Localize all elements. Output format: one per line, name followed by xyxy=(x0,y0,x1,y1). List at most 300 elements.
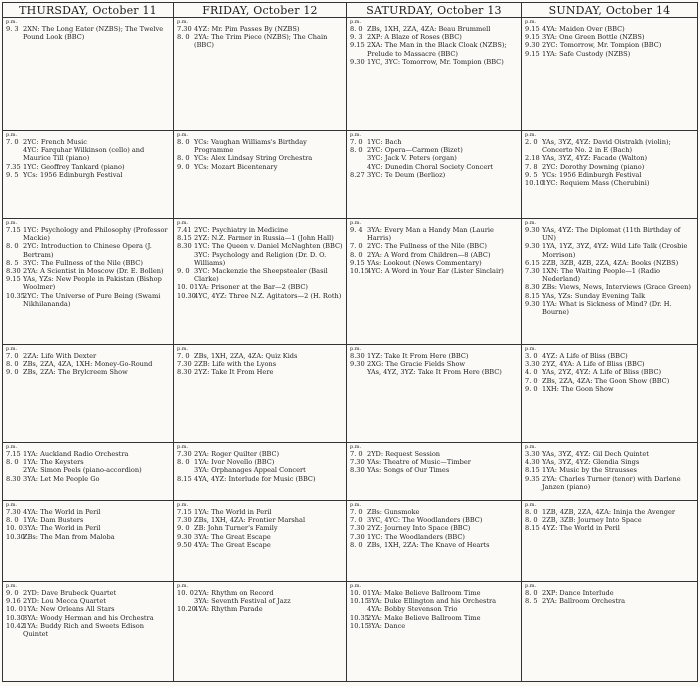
program-entry xyxy=(177,352,344,360)
program-title: Views, News, Interviews (Grace Green) xyxy=(559,283,691,292)
schedule-cell-thursday xyxy=(3,345,174,443)
program-time: 8. 0 xyxy=(525,516,538,525)
program-entry xyxy=(525,242,695,258)
program-station: 2YC: xyxy=(23,242,39,251)
program-title: Ballroom Orchestra xyxy=(559,597,626,606)
program-time: 9.15 xyxy=(350,41,365,50)
pm-label: p.m. xyxy=(350,132,362,138)
program-entry xyxy=(177,138,344,154)
program-text xyxy=(23,25,171,41)
program-title: The World in Peril xyxy=(40,524,101,533)
program-entry xyxy=(177,283,344,291)
schedule-cell-saturday xyxy=(347,18,522,131)
program-station: 4YC, 4YZ: xyxy=(194,291,227,300)
program-station: 3YC: xyxy=(367,154,383,163)
program-text xyxy=(23,171,171,179)
program-entry xyxy=(177,605,344,613)
program-title: The Long Eater (NZBS); The Twelve Pound Look (BBC) xyxy=(23,25,164,42)
program-station: 4YA: xyxy=(194,605,210,614)
program-entry xyxy=(6,226,171,242)
program-title: Roger Quilter (BBC) xyxy=(211,450,280,458)
program-title: Dance Interlude xyxy=(559,589,614,597)
program-title: The Keysters xyxy=(40,458,84,467)
program-title: Mr. Pim Passes By (NZBS) xyxy=(211,25,300,33)
program-title: Beau Brummell xyxy=(438,25,491,33)
program-station: 2XA: xyxy=(367,41,383,50)
program-time: 9. 0 xyxy=(177,524,190,533)
program-time xyxy=(350,605,367,613)
program-entry xyxy=(177,25,344,33)
program-text xyxy=(23,589,171,597)
program-entry xyxy=(177,508,344,516)
program-entry xyxy=(6,450,171,458)
program-station: 2YZ: xyxy=(367,524,383,533)
program-text xyxy=(542,267,695,283)
program-entry xyxy=(6,466,171,474)
program-text xyxy=(23,368,171,376)
program-station: 1ZB, 4ZB, 2ZA, 4ZA: xyxy=(542,508,612,516)
pm-label: p.m. xyxy=(350,220,362,226)
program-time: 8. 0 xyxy=(350,146,363,155)
program-entry xyxy=(525,352,695,360)
day-header-friday: FRIDAY, October 12 xyxy=(174,3,347,18)
program-text xyxy=(367,171,519,179)
schedule-cell-thursday xyxy=(3,443,174,501)
program-entry xyxy=(525,138,695,154)
program-time xyxy=(177,597,194,605)
program-title: Life with the Lyons xyxy=(211,360,277,369)
program-station: 1YA: xyxy=(542,299,558,308)
program-title: Safe Custody (NZBS) xyxy=(559,49,631,58)
program-station: 2YA: xyxy=(194,33,210,42)
program-text xyxy=(542,292,695,300)
program-title: Auckland Radio Orchestra xyxy=(40,450,129,458)
day-header-saturday: SATURDAY, October 13 xyxy=(347,3,522,18)
schedule-cell-sunday xyxy=(522,219,697,345)
program-text xyxy=(194,163,344,171)
program-time: 8.30 xyxy=(525,283,540,292)
program-title: Mackenzie the Sheepstealer (Basil Clarke) xyxy=(194,267,328,284)
program-title: Wild Life Talk (Crosbie Morrison) xyxy=(542,242,688,259)
program-text xyxy=(542,50,695,58)
program-text xyxy=(194,541,344,549)
program-entry xyxy=(6,171,171,179)
program-time: 4.30 xyxy=(525,458,540,467)
program-entry xyxy=(6,589,171,597)
program-text xyxy=(367,524,519,532)
program-text xyxy=(194,475,344,483)
program-entry xyxy=(525,368,695,376)
program-text xyxy=(367,605,519,613)
program-text xyxy=(367,589,519,597)
program-time: 10.30 xyxy=(6,613,25,622)
program-station: 3YA: xyxy=(23,474,39,483)
program-time: 8.27 xyxy=(350,170,365,179)
program-title: Rhythm on Record xyxy=(211,589,274,597)
program-text xyxy=(542,360,695,368)
schedule-cell-saturday xyxy=(347,345,522,443)
program-station: 3YA: xyxy=(367,226,383,234)
program-station: YAs: xyxy=(367,458,382,467)
program-text xyxy=(542,589,695,597)
program-text xyxy=(367,458,519,466)
program-station: YAs, 4YZ, 3YZ: xyxy=(367,368,416,377)
program-title: The Universe of Pure Being (Swami Nikhilananda) xyxy=(23,291,161,308)
program-time: 9.30 xyxy=(177,532,192,541)
program-entry xyxy=(6,360,171,368)
program-text xyxy=(194,466,344,474)
program-time: 10.15 xyxy=(350,621,369,630)
program-station: ZBs: xyxy=(23,532,39,541)
program-text xyxy=(367,41,519,57)
program-time: 8. 0 xyxy=(177,458,190,467)
program-entry xyxy=(6,242,171,258)
program-entry xyxy=(525,259,695,267)
program-title: 1956 Edinburgh Festival xyxy=(559,170,642,179)
program-title: Facade (Walton) xyxy=(592,154,648,163)
program-title: Dance xyxy=(384,621,406,630)
program-time: 8.30 xyxy=(177,242,192,251)
program-station: 1YA: xyxy=(194,283,210,292)
program-station: ZBs, 1XH, 4ZA: xyxy=(194,516,246,525)
program-time: 3.30 xyxy=(525,360,540,369)
program-text xyxy=(194,25,344,33)
program-time: 8. 0 xyxy=(6,360,19,369)
program-time: 9. 0 xyxy=(6,368,19,377)
program-text xyxy=(542,283,695,291)
program-entry xyxy=(350,146,519,154)
pm-label: p.m. xyxy=(6,444,18,450)
program-title: The Man from Maloba xyxy=(40,532,115,541)
program-entry xyxy=(350,226,519,242)
program-title: Jack V. Peters (organ) xyxy=(384,154,457,163)
program-title: Interlude for Music (BBC) xyxy=(228,474,316,483)
program-station: 3YA: xyxy=(367,597,383,606)
program-text xyxy=(23,163,171,171)
program-entry xyxy=(6,275,171,291)
program-title: The Woodlanders (BBC) xyxy=(402,516,483,525)
program-entry xyxy=(350,41,519,57)
program-station: 1YA: xyxy=(194,458,210,467)
program-time: 6.15 xyxy=(525,258,540,267)
program-time: 8.15 xyxy=(177,474,192,483)
program-entry xyxy=(6,508,171,516)
program-station: YAs, 3YZ, 4YZ: xyxy=(542,138,591,146)
program-time: 7.15 xyxy=(6,450,21,458)
pm-label: p.m. xyxy=(177,444,189,450)
program-text xyxy=(367,450,519,458)
program-text xyxy=(23,352,171,360)
program-text xyxy=(23,275,171,291)
program-title: Make Believe Ballroom Time xyxy=(384,613,481,622)
program-station: 3YA: xyxy=(194,532,210,541)
program-station: ZBs, 2ZA, 4ZA, 1XH: xyxy=(23,360,93,369)
pm-label: p.m. xyxy=(177,346,189,352)
program-entry xyxy=(525,267,695,283)
program-entry xyxy=(350,450,519,458)
program-station: 4YA: xyxy=(542,25,558,33)
program-title: The Goon Show xyxy=(560,384,614,393)
schedule-cell-sunday xyxy=(522,345,697,443)
pm-label: p.m. xyxy=(525,346,537,352)
program-station: 3YC: xyxy=(194,267,210,276)
program-title: The Great Escape xyxy=(211,540,271,549)
program-entry xyxy=(350,541,519,549)
program-time: 7. 0 xyxy=(350,242,363,251)
program-text xyxy=(194,292,344,300)
program-station: 1YA: xyxy=(367,589,383,597)
pm-label: p.m. xyxy=(6,19,18,25)
program-station: ZB: xyxy=(194,524,206,533)
program-text xyxy=(542,466,695,474)
program-title: Orphanages Appeal Concert xyxy=(211,466,306,475)
schedule-cell-sunday xyxy=(522,131,697,219)
program-time: 7.35 xyxy=(6,162,21,171)
program-time: 10. 0 xyxy=(6,524,23,533)
program-station: YCs: xyxy=(194,154,209,163)
program-time: 8. 5 xyxy=(525,597,538,606)
program-entry xyxy=(6,605,171,613)
program-entry xyxy=(177,267,344,283)
program-station: 1YA: xyxy=(23,516,39,525)
program-time: 8. 0 xyxy=(6,458,19,467)
schedule-cell-saturday xyxy=(347,443,522,501)
pm-label: p.m. xyxy=(525,502,537,508)
program-title: Three N.Z. Agitators—2 (H. Roth) xyxy=(228,291,342,300)
program-station: 4YZ: xyxy=(542,524,558,533)
program-entry xyxy=(177,475,344,483)
program-entry xyxy=(350,516,519,524)
program-entry xyxy=(350,242,519,250)
program-entry xyxy=(350,589,519,597)
program-entry xyxy=(177,163,344,171)
program-entry xyxy=(525,360,695,368)
program-entry xyxy=(177,234,344,242)
program-time: 8. 0 xyxy=(6,242,19,251)
program-title: Sunday Evening Talk xyxy=(574,291,646,300)
program-text xyxy=(542,226,695,242)
program-time xyxy=(177,251,194,267)
program-entry xyxy=(350,524,519,532)
program-text xyxy=(542,475,695,491)
program-entry xyxy=(525,41,695,49)
program-text xyxy=(542,171,695,179)
program-entry xyxy=(177,251,344,267)
program-entry xyxy=(6,614,171,622)
program-title: Psychiatry in Medicine xyxy=(211,226,289,234)
program-title: The Gracie Fields Show xyxy=(385,360,466,369)
program-title: The Goon Show (BBC) xyxy=(594,376,670,385)
program-text xyxy=(194,283,344,291)
pm-label: p.m. xyxy=(525,583,537,589)
program-entry xyxy=(350,58,519,66)
program-entry xyxy=(350,458,519,466)
program-station: 1YA, 1YZ, 3YZ, 4YZ: xyxy=(542,242,609,251)
program-time: 9. 4 xyxy=(350,226,363,234)
program-title: The World in Peril xyxy=(40,508,101,516)
program-station: 2YD: xyxy=(23,589,40,597)
program-text xyxy=(367,533,519,541)
program-text xyxy=(194,267,344,283)
schedule-cell-sunday xyxy=(522,582,697,681)
program-station: 2YC: xyxy=(367,146,383,155)
program-text xyxy=(542,138,695,154)
program-time: 7.41 xyxy=(177,226,192,234)
program-text xyxy=(367,154,519,162)
program-title: Quiz Kids xyxy=(265,352,298,360)
program-time: 8. 0 xyxy=(525,508,538,516)
program-station: YAs, YZs: xyxy=(542,291,573,300)
program-title: Farquhar Wilkinson (cello) and Maurice Till (piano) xyxy=(23,146,145,163)
program-time: 8. 0 xyxy=(177,154,190,163)
program-title: The World in Peril xyxy=(559,524,620,533)
program-text xyxy=(542,33,695,41)
program-station: 2YC: xyxy=(542,162,558,171)
program-title: New People in Pakistan (Bishop Woolmer) xyxy=(23,275,162,292)
program-station: 2YZ: xyxy=(194,234,210,243)
program-title: Money-Go-Round xyxy=(94,360,153,369)
program-station: YAs, 3YZ, 4YZ: xyxy=(542,450,591,458)
program-title: Mozart Bicentenary xyxy=(211,162,278,171)
program-text xyxy=(23,242,171,258)
program-time: 8.30 xyxy=(177,368,192,377)
program-title: One Green Bottle (NZBS) xyxy=(559,33,645,42)
program-entry xyxy=(525,171,695,179)
program-entry xyxy=(6,267,171,275)
program-time: 10. 0 xyxy=(6,605,23,614)
program-station: 1YA: xyxy=(23,621,39,630)
program-title: The Knave of Hearts xyxy=(420,540,490,549)
schedule-cell-friday xyxy=(174,443,347,501)
program-text xyxy=(194,154,344,162)
program-text xyxy=(23,533,171,541)
program-text xyxy=(542,385,695,393)
program-entry xyxy=(350,163,519,171)
program-text xyxy=(542,163,695,171)
program-title: Music by the Strausses xyxy=(559,466,637,475)
program-station: 3YA: xyxy=(367,621,383,630)
program-entry xyxy=(6,259,171,267)
program-entry xyxy=(177,516,344,524)
program-text xyxy=(23,450,171,458)
program-station: 2YZ: xyxy=(194,368,210,377)
program-time: 7.30 xyxy=(350,458,365,467)
program-entry xyxy=(6,516,171,524)
program-station: 3YC: xyxy=(367,170,383,179)
program-title: Journey Into Space xyxy=(577,516,642,525)
program-text xyxy=(23,516,171,524)
program-entry xyxy=(525,50,695,58)
program-title: Request Session xyxy=(385,450,441,458)
pm-label: p.m. xyxy=(177,132,189,138)
program-station: 2YD: xyxy=(367,450,384,458)
program-time xyxy=(350,154,367,162)
program-station: 4YC: xyxy=(367,162,383,171)
program-station: 1YA: xyxy=(542,49,558,58)
program-station: 2XP: xyxy=(367,33,383,42)
program-time: 10.15 xyxy=(350,597,369,606)
program-entry xyxy=(350,267,519,275)
program-time: 7.30 xyxy=(177,516,192,525)
program-text xyxy=(23,259,171,267)
program-time: 8.30 xyxy=(350,352,365,360)
program-text xyxy=(367,146,519,154)
program-time: 7.30 xyxy=(525,267,540,276)
program-title: David Oistrakh (violin); Concerto No. 2 in E (Bach) xyxy=(542,138,671,155)
program-station: 2YC: xyxy=(367,242,383,251)
program-time: 7. 0 xyxy=(350,138,363,146)
program-title: The World in Peril xyxy=(211,508,272,516)
program-entry xyxy=(177,541,344,549)
program-station: 2YD: xyxy=(23,597,40,606)
program-text xyxy=(194,589,344,597)
pm-label: p.m. xyxy=(177,220,189,226)
day-header-sunday: SUNDAY, October 14 xyxy=(522,3,697,18)
schedule-cell-saturday xyxy=(347,131,522,219)
program-title: John Turner's Family xyxy=(207,524,278,533)
program-station: 2YC: xyxy=(542,41,558,50)
program-title: The Great Escape xyxy=(211,532,271,541)
program-time: 9.30 xyxy=(525,242,540,251)
program-station: 2YC: xyxy=(194,226,210,234)
program-time: 10.35 xyxy=(350,613,369,622)
program-entry xyxy=(177,368,344,376)
pm-label: p.m. xyxy=(6,220,18,226)
program-time: 8. 0 xyxy=(177,33,190,42)
program-title: Charles Turner (tenor) with Darlene Janzen (piano) xyxy=(542,474,681,491)
pm-label: p.m. xyxy=(350,583,362,589)
program-text xyxy=(194,251,344,267)
program-title: The Man in the Black Cloak (NZBS); Prelude to Massacre (BBC) xyxy=(367,41,507,58)
program-station: 1YC: xyxy=(367,138,383,146)
program-time: 10. 0 xyxy=(177,589,194,597)
program-text xyxy=(542,524,695,532)
program-station: 2YA: xyxy=(194,450,210,458)
program-station: 2YA: xyxy=(194,589,210,597)
program-entry xyxy=(350,368,519,376)
program-entry xyxy=(6,292,171,308)
program-text xyxy=(542,41,695,49)
program-title: Duke Ellington and his Orchestra xyxy=(384,597,497,606)
program-title: Seventh Festival of Jazz xyxy=(211,597,291,606)
program-time: 7.30 xyxy=(177,360,192,369)
program-text xyxy=(542,508,695,516)
schedule-cell-thursday xyxy=(3,501,174,582)
program-entry xyxy=(525,283,695,291)
program-text xyxy=(367,597,519,605)
program-text xyxy=(367,541,519,549)
program-station: 2YC: xyxy=(23,291,39,300)
pm-label: p.m. xyxy=(6,346,18,352)
pm-label: p.m. xyxy=(525,444,537,450)
program-entry xyxy=(177,533,344,541)
program-text xyxy=(194,242,344,250)
program-time: 8. 0 xyxy=(525,589,538,597)
program-station: YAs, YZs: xyxy=(23,275,54,284)
program-entry xyxy=(350,605,519,613)
program-time: 9.35 xyxy=(525,474,540,483)
program-time: 2. 0 xyxy=(525,138,538,146)
program-text xyxy=(194,450,344,458)
program-entry xyxy=(350,614,519,622)
program-time: 9.30 xyxy=(525,226,540,234)
program-time: 2.18 xyxy=(525,154,540,163)
schedule-cell-sunday xyxy=(522,443,697,501)
program-title: Rhythm Parade xyxy=(211,605,263,614)
program-entry xyxy=(350,251,519,259)
program-text xyxy=(542,179,695,187)
program-text xyxy=(194,138,344,154)
